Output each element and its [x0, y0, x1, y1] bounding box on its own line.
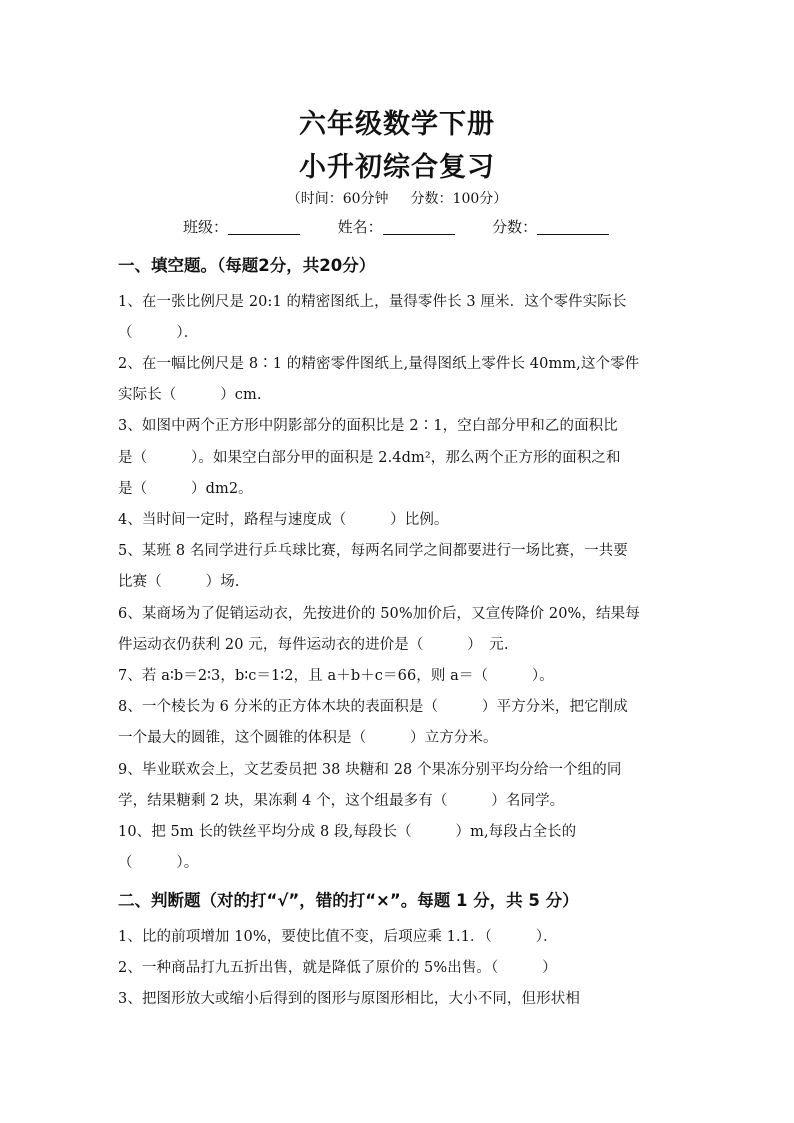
- question-line: （ ）．: [118, 325, 199, 341]
- section-heading-fill-blank: 一、填空题。（每题2分，共20分）: [118, 256, 376, 275]
- question-line: 1、在一张比例尺是 20:1 的精密图纸上，量得零件长 3 厘米．这个零件实际长: [118, 294, 627, 310]
- question-line: 7、若 a∶b＝2∶3，b∶c＝1∶2，且 a＋b＋c＝66，则 a＝（ ）。: [118, 668, 554, 684]
- question-line: 10、把 5m 长的铁丝平均分成 8 段,每段长（ ）m,每段占全长的: [118, 824, 577, 840]
- question-line: 6、某商场为了促销运动衣，先按进价的 50%加价后，又宣传降价 20%，结果每: [118, 606, 640, 622]
- question-line: 5、某班 8 名同学进行乒乓球比赛，每两名同学之间都要进行一场比赛，一共要: [118, 543, 628, 559]
- section-heading-true-false: 二、判断题（对的打“√”，错的打“×”。每题 1 分，共 5 分）: [118, 891, 579, 910]
- score-label: 分数：: [492, 218, 538, 236]
- question-line: 是（ ）。如果空白部分甲的面积是 2.4dm²，那么两个正方形的面积之和: [118, 450, 621, 466]
- question-line: 件运动衣仍获利 20 元，每件运动衣的进价是（ ） 元.: [118, 637, 509, 653]
- class-blank: [228, 218, 300, 235]
- worksheet-title: 六年级数学下册: [299, 109, 495, 140]
- question-line: 4、当时间一定时，路程与速度成（ ）比例。: [118, 512, 449, 528]
- student-info-row: [183, 216, 609, 237]
- score-blank: [537, 218, 609, 235]
- exam-total-score: 分数：100分）: [410, 191, 508, 207]
- question-line: 9、毕业联欢会上，文艺委员把 38 块糖和 28 个果冻分别平均分给一个组的同: [118, 762, 622, 778]
- question-line: （ ）。: [118, 855, 199, 871]
- question-line: 实际长（ ）cm.: [118, 387, 262, 403]
- exam-time: （时间：60分钟: [286, 191, 389, 207]
- question-line: 是（ ）dm2。: [118, 481, 253, 497]
- worksheet-subtitle: 小升初综合复习: [299, 152, 495, 183]
- exam-meta: [0, 188, 794, 208]
- question-line: 2、在一幅比例尺是 8∶1 的精密零件图纸上,量得图纸上零件长 40mm,这个零件: [118, 356, 640, 372]
- class-label: 班级：: [183, 218, 229, 236]
- question-line: 一个最大的圆锥，这个圆锥的体积是（ ）立方分米。: [118, 730, 498, 746]
- question-line: 学，结果糖剩 2 块，果冻剩 4 个，这个组最多有（ ）名同学。: [118, 793, 565, 809]
- question-line: 1、比的前项增加 10%，要使比值不变，后项应乘 1.1．（ ）．: [118, 929, 558, 945]
- name-blank: [383, 218, 455, 235]
- question-line: 3、把图形放大或缩小后得到的图形与原图形相比，大小不同，但形状相: [118, 991, 580, 1007]
- question-line: 比赛（ ）场.: [118, 574, 240, 590]
- question-line: 2、一种商品打九五折出售，就是降低了原价的 5%出售。（ ）: [118, 960, 557, 976]
- question-line: 8、一个棱长为 6 分米的正方体木块的表面积是（ ）平方分米，把它削成: [118, 699, 628, 715]
- question-line: 3、如图中两个正方形中阴影部分的面积比是 2∶1，空白部分甲和乙的面积比: [118, 418, 618, 434]
- name-label: 姓名：: [337, 218, 383, 236]
